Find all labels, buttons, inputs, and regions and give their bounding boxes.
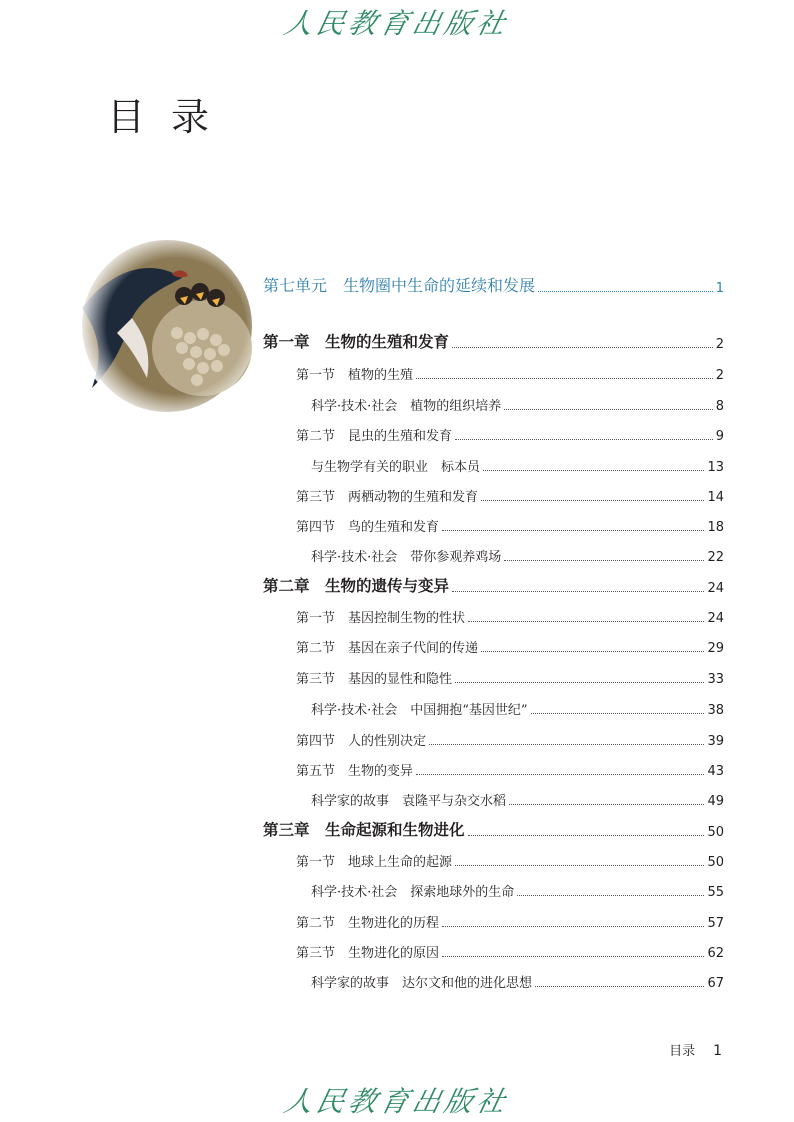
toc-section-entry[interactable] (296, 667, 724, 687)
toc-entry-page: 24 (707, 581, 724, 596)
toc-section-entry[interactable] (296, 363, 724, 383)
toc-entry-page: 43 (707, 764, 724, 779)
toc-section-entry[interactable] (296, 515, 724, 535)
dot-leader (416, 377, 713, 379)
toc-entry-label: 第一节 地球上生命的起源 (296, 855, 453, 870)
toc-feature-entry[interactable] (311, 394, 724, 414)
dot-leader (531, 712, 705, 714)
toc-entry-page: 62 (707, 946, 724, 961)
toc-feature-entry[interactable] (311, 455, 724, 475)
toc-chapter-entry[interactable] (263, 330, 724, 352)
dot-leader (468, 834, 705, 836)
toc-entry-page: 9 (715, 429, 724, 444)
toc-entry-label: 第三节 两栖动物的生殖和发育 (296, 490, 479, 505)
toc-entry-page: 50 (707, 825, 724, 840)
toc-entry-label: 科学·技术·社会 植物的组织培养 (311, 399, 502, 414)
toc-section-entry[interactable] (296, 636, 724, 656)
dot-leader (452, 346, 713, 348)
toc-entry-label: 科学家的故事 达尔文和他的进化思想 (311, 976, 533, 991)
toc-entry-page: 50 (707, 855, 724, 870)
toc-entry-label: 第三章 生命起源和生物进化 (263, 820, 465, 839)
toc-feature-entry[interactable] (311, 698, 724, 718)
toc-section-entry[interactable] (296, 606, 724, 626)
toc-entry-label: 第二节 生物进化的历程 (296, 916, 440, 931)
toc-section-entry[interactable] (296, 729, 724, 749)
toc-section-entry[interactable] (296, 424, 724, 444)
toc-chapter-entry[interactable] (263, 818, 724, 840)
dot-leader (452, 590, 704, 592)
dot-leader (455, 438, 713, 440)
toc-entry-page: 33 (707, 672, 724, 687)
toc-entry-page: 29 (707, 641, 724, 656)
toc-section-entry[interactable] (296, 911, 724, 931)
toc-feature-entry[interactable] (311, 789, 724, 809)
page-footer (669, 1040, 722, 1059)
dot-leader (429, 743, 704, 745)
dot-leader (416, 773, 704, 775)
toc-entry-page: 8 (715, 399, 724, 414)
toc-feature-entry[interactable] (311, 545, 724, 565)
dot-leader (442, 925, 704, 927)
toc-entry-label: 第一节 基因控制生物的性状 (296, 611, 466, 626)
toc-entry-label: 第四节 鸟的生殖和发育 (296, 520, 440, 535)
toc-unit-label: 第七单元 生物圈中生命的延续和发展 (263, 276, 536, 295)
publisher-logo-bottom: 人民教育出版社 (281, 1085, 513, 1118)
dot-leader (481, 650, 704, 652)
publisher-logo-top: 人民教育出版社 (281, 7, 513, 40)
toc-section-entry[interactable] (296, 850, 724, 870)
footer-label: 目录 (669, 1044, 696, 1059)
toc-feature-entry[interactable] (311, 971, 724, 991)
toc-entry-label: 第二章 生物的遗传与变异 (263, 576, 450, 595)
toc-entry-label: 科学·技术·社会 探索地球外的生命 (311, 885, 515, 900)
toc-section-entry[interactable] (296, 941, 724, 961)
toc-entry-page: 22 (707, 550, 724, 565)
toc-entry-label: 科学家的故事 袁隆平与杂交水稻 (311, 794, 507, 809)
footer-page-number: 1 (713, 1043, 722, 1059)
toc-unit-page: 1 (715, 281, 724, 296)
dot-leader (468, 620, 704, 622)
toc-entry-page: 39 (707, 734, 724, 749)
toc-entry-page: 49 (707, 794, 724, 809)
toc-unit-entry[interactable] (263, 272, 724, 296)
toc-entry-page: 13 (707, 460, 724, 475)
dot-leader (455, 681, 704, 683)
toc-entry-label: 第一章 生物的生殖和发育 (263, 332, 450, 351)
dot-leader (535, 985, 704, 987)
page-title: 目录 (107, 95, 236, 139)
dot-leader (483, 469, 704, 471)
toc-entry-label: 第二节 基因在亲子代间的传递 (296, 641, 479, 656)
toc-entry-label: 第五节 生物的变异 (296, 764, 414, 779)
swallow-nest-illustration (72, 238, 252, 414)
dot-leader (504, 559, 704, 561)
toc-feature-entry[interactable] (311, 880, 724, 900)
dot-leader (442, 955, 704, 957)
toc-chapter-entry[interactable] (263, 574, 724, 596)
toc-entry-page: 14 (707, 490, 724, 505)
toc-entry-label: 科学·技术·社会 中国拥抱“基因世纪” (311, 703, 528, 718)
toc-entry-page: 2 (715, 337, 724, 352)
toc-entry-page: 18 (707, 520, 724, 535)
toc-entry-label: 第三节 生物进化的原因 (296, 946, 440, 961)
toc-entry-label: 第二节 昆虫的生殖和发育 (296, 429, 453, 444)
toc-section-entry[interactable] (296, 759, 724, 779)
toc-section-entry[interactable] (296, 485, 724, 505)
dot-leader (481, 499, 704, 501)
toc-entry-label: 第三节 基因的显性和隐性 (296, 672, 453, 687)
toc-entry-page: 55 (707, 885, 724, 900)
toc-entry-page: 2 (715, 368, 724, 383)
toc-entry-page: 24 (707, 611, 724, 626)
toc-entry-page: 57 (707, 916, 724, 931)
dot-leader (442, 529, 704, 531)
toc-entry-label: 与生物学有关的职业 标本员 (311, 460, 481, 475)
dot-leader (517, 894, 704, 896)
dot-leader (504, 408, 712, 410)
dot-leader (455, 864, 704, 866)
toc-entry-label: 科学·技术·社会 带你参观养鸡场 (311, 550, 502, 565)
dot-leader (509, 803, 704, 805)
toc-entry-page: 67 (707, 976, 724, 991)
toc-entry-page: 38 (707, 703, 724, 718)
toc-entry-label: 第四节 人的性别决定 (296, 734, 427, 749)
toc-entry-label: 第一节 植物的生殖 (296, 368, 414, 383)
dot-leader (538, 290, 713, 292)
